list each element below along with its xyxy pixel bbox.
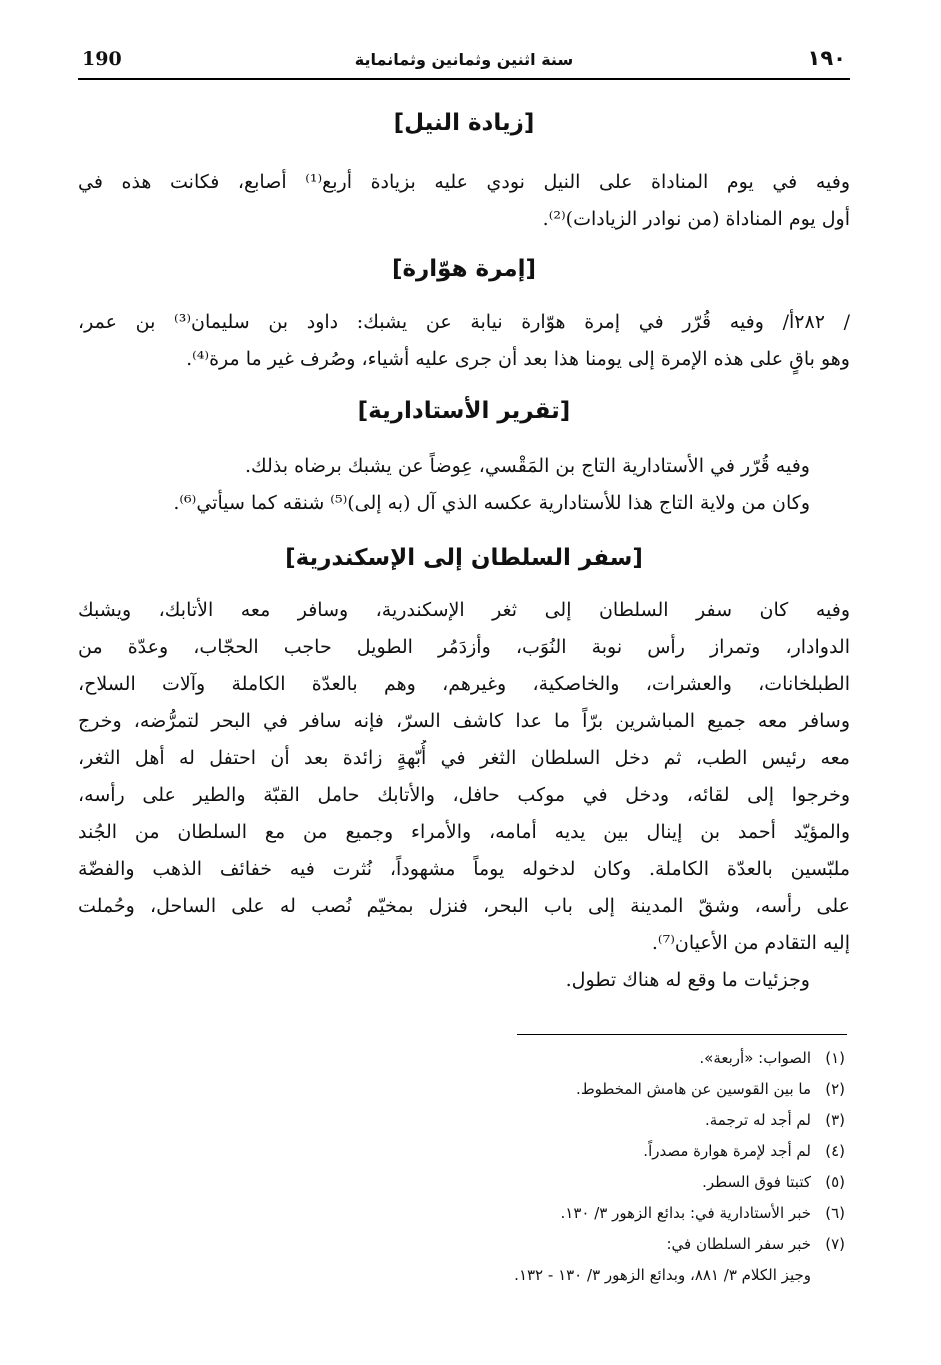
page-number-latin: 190 (82, 48, 122, 70)
footnote-text: كتبتا فوق السطر. (702, 1173, 811, 1191)
footnote-number: (٧) (825, 1235, 845, 1253)
text-line: وفيه قُرّر في الأستادارية التاج بن المَقْسي، عِوضاً عن يشبك برضاه بذلك. (244, 455, 810, 477)
paragraph-nile (78, 164, 850, 238)
footnote-number: (٢) (825, 1080, 845, 1098)
footnote (380, 1136, 845, 1167)
footnote-number: (٥) (825, 1173, 845, 1191)
text-line: الدوادار، وتمراز رأس نوبة النُوَب، وأزدَمُر الطويل حاجب الحجّاب، وعدّة من (78, 636, 850, 658)
text-line: وفيه كان سفر السلطان إلى ثغر الإسكندرية، وسافر معه الأتابك، ويشبك (78, 599, 850, 621)
footnote-text: خبر سفر السلطان في: (666, 1235, 811, 1253)
footnote (380, 1074, 845, 1105)
footnote (380, 1043, 845, 1074)
footnote-text: خبر الأستادارية في: بدائع الزهور ٣/ ١٣٠. (560, 1204, 811, 1222)
text-line: وجزئيات ما وقع له هناك تطول. (565, 969, 810, 991)
section-heading-nile: [زيادة النيل] (393, 110, 535, 136)
text-line: الطبلخانات، والعشرات، والخاصكية، وغيرهم، وهم بالعدّة الكاملة وآلات السلاح، (78, 673, 850, 695)
text-line: أول يوم المناداة (من نوادر الزيادات)⁽²⁾. (542, 208, 850, 230)
footnotes (380, 1043, 845, 1291)
footnote-text: لم أجد لإمرة هوارة مصدراً. (643, 1142, 811, 1160)
page-header (78, 44, 850, 80)
footnote (380, 1167, 845, 1198)
section-heading-hawwara: [إمرة هوّارة] (391, 256, 537, 282)
text-line: وكان من ولاية التاج هذا للأستادارية عكسه الذي آل (به إلى)⁽⁵⁾ شنقه كما سيأتي⁽⁶⁾. (173, 492, 810, 514)
footnote-number: (١) (825, 1049, 845, 1067)
footnote-text: الصواب: «أربعة». (699, 1049, 811, 1067)
footnote-text: ما بين القوسين عن هامش المخطوط. (576, 1080, 811, 1098)
text-line: وخرجوا إلى لقائه، ودخل في موكب حافل، والأتابك حامل القبّة والطير على رأسه، (78, 784, 850, 806)
header-rule (78, 78, 850, 80)
running-title: سنة اثنين وثمانين وثمانماية (354, 50, 574, 69)
text-line: إليه التقادم من الأعيان⁽⁷⁾. (651, 932, 850, 954)
paragraph-ustadariya (78, 448, 850, 522)
footnote (380, 1105, 845, 1136)
footnote-rule (517, 1034, 847, 1035)
footnote-continuation: وجيز الكلام ٣/ ٨٨١، وبدائع الزهور ٣/ ١٣٠ - ١٣٢. (514, 1266, 811, 1284)
text-line: وهو باقٍ على هذه الإمرة إلى يومنا هذا بعد أن جرى عليه أشياء، وصُرف غير ما مرة⁽⁴⁾. (186, 348, 850, 370)
footnote-number: (٣) (825, 1111, 845, 1129)
text-line: / ٢٨٢أ/ وفيه قُرّر في إمرة هوّارة نيابة عن يشبك: داود بن سليمان⁽³⁾ بن عمر، (78, 311, 850, 333)
page-number-arabic: ١٩٠ (807, 46, 846, 70)
section-heading-alexandria: [سفر السلطان إلى الإسكندرية] (285, 545, 643, 571)
paragraph-hawwara (78, 304, 850, 378)
footnote-text: لم أجد له ترجمة. (705, 1111, 811, 1129)
footnote-number: (٦) (825, 1204, 845, 1222)
section-heading-ustadariya: [تقرير الأستادارية] (357, 398, 571, 424)
text-line: وفيه في يوم المناداة على النيل نودي عليه بزيادة أربع⁽¹⁾ أصابع، فكانت هذه في (78, 171, 850, 193)
text-line: ملبّسين بالعدّة الكاملة. وكان لدخوله يوماً مشهوداً، نُثرت فيه خفائف الذهب والفضّة (78, 858, 850, 880)
paragraph-alexandria (78, 592, 850, 999)
footnote (380, 1198, 845, 1229)
footnote-number: (٤) (825, 1142, 845, 1160)
text-line: على رأسه، وشقّ المدينة إلى باب البحر، فنزل بمخيّم نُصب له على الساحل، وحُملت (78, 895, 850, 917)
footnote (380, 1229, 845, 1260)
text-line: معه رئيس الطب، ثم دخل السلطان الثغر في أُبّهةٍ زائدة بعد أن احتفل له أهل الثغر، (78, 747, 850, 769)
text-line: وسافر معه جميع المباشرين برّاً ما عدا كاشف السرّ، فإنه سافر في البحر لتمرُّضه، وخرج (78, 710, 850, 732)
text-line: والمؤيّد أحمد بن إينال بين يديه أمامه، والأمراء وجميع من مع السلطان من الجُند (78, 821, 850, 843)
